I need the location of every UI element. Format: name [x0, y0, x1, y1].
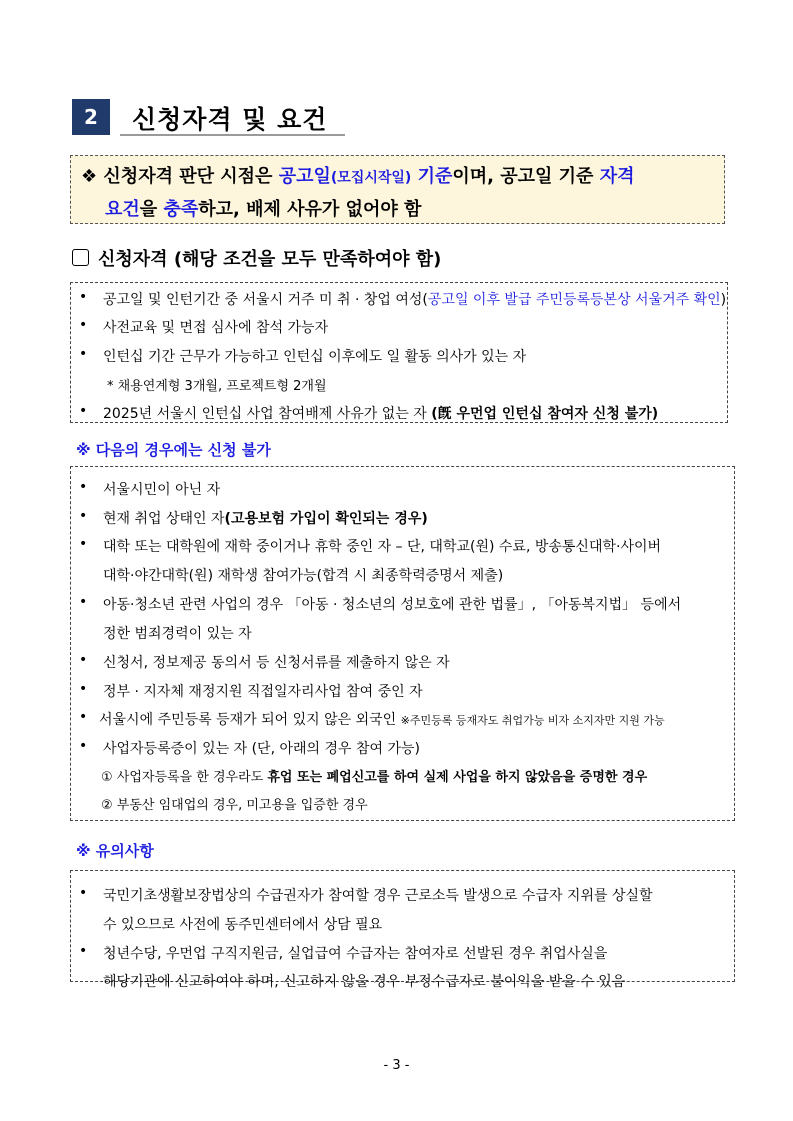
list-item: 정부 · 지자체 재정지원 직접일자리사업 참여 중인 자 [103, 684, 423, 700]
list-item: 신청서, 정보제공 동의서 등 신청서류를 제출하지 않은 자 [103, 655, 450, 671]
eligibility-title: 신청자격 (해당 조건을 모두 만족하여야 함) [98, 249, 442, 270]
page-number: - 3 - [383, 1058, 410, 1073]
list-item-continued: 해당기관에 신고하여야 하며, 신고하지 않을 경우 부정수급자로 불이익을 받을 수 있음 [103, 974, 626, 990]
list-item: 현재 취업 상태인 자(고용보험 가입이 확인되는 경우) [103, 511, 428, 527]
notice-line-1: ❖ 신청자격 판단 시점은 공고일(모집시작일) 기준이며, 공고일 기준 자격 [81, 166, 635, 187]
exclusion-box: • 서울시민이 아닌 자 • 현재 취업 상태인 자(고용보험 가입이 확인되는 경우) • 대학 또는 대학원에 재학 중이거나 휴학 중인 자 – 단, 대학교(원) 수료, 방송통신대학·사이버 대학·야간대학(원) 재학생 참여가능(합격 시 최종학력증명서 제출) • 아동·청소년 관련 사업의 경우 「아동 · 청소년의 성보호에 관한 법률」, 「아동복지법」 등에서 정한 범죄경력이 있는 자 • 신청서, 정보제공 동의서 등 신청서류를 제출하지 않은 자 • 정부 · 지자체 재정지원 직접일자리사업 참여 중인 자 • 서울시에 주민등록 등재가 되어 있지 않은 외국인 ※주민등록 등재자도 취업가능 비자 소지자만 지원 가능 • 사업자등록증이 있는 자 (단, 아래의 경우 참여 가능) ① 사업자등록을 한 경우라도 휴업 또는 폐업신고를 하여 실제 사업을 하지 않았음을 증명한 경우 ② 부동산 임대업의 경우, 미고용을 입증한 경우 [70, 466, 735, 821]
list-note: * 채용연계형 3개월, 프로젝트형 2개월 [107, 379, 327, 394]
list-item: 국민기초생활보장법상의 수급권자가 참여할 경우 근로소득 발생으로 수급자 지위를 상실할 [103, 888, 653, 904]
list-item: 사업자등록증이 있는 자 (단, 아래의 경우 참여 가능) [103, 741, 421, 757]
exclusion-title: ※ 다음의 경우에는 신청 불가 [76, 441, 271, 459]
checkbox-icon [72, 249, 89, 266]
sub-item: ① 사업자등록을 한 경우라도 휴업 또는 폐업신고를 하여 실제 사업을 하지 않았음을 증명한 경우 [101, 770, 648, 785]
list-item: 인턴십 기간 근무가 가능하고 인턴십 이후에도 일 활동 의사가 있는 자 [103, 349, 527, 365]
list-item: 공고일 및 인턴기간 중 서울시 거주 미 취 · 창업 여성(공고일 이후 발급 주민등록등본상 서울거주 확인) [103, 292, 727, 308]
section-number: 2 [72, 99, 110, 135]
list-item: 서울시에 주민등록 등재가 되어 있지 않은 외국인 ※주민등록 등재자도 취업가능 비자 소지자만 지원 가능 [99, 712, 665, 728]
cautions-title: ※ 유의사항 [76, 842, 154, 860]
list-item: 사전교육 및 면접 심사에 참석 가능자 [103, 320, 329, 336]
cautions-box: • 국민기초생활보장법상의 수급권자가 참여할 경우 근로소득 발생으로 수급자 지위를 상실할 수 있으므로 사전에 동주민센터에서 상담 필요 • 청년수당, 우먼업 구직지원금, 실업급여 수급자는 참여자로 선발된 경우 취업사실을 해당기관에 신고하여야 하며, 신고하지 않을 경우 부정수급자로 불이익을 받을 수 있음 [70, 870, 735, 982]
list-item: 서울시민이 아닌 자 [103, 482, 221, 498]
list-item-continued: 대학·야간대학(원) 재학생 참여가능(합격 시 최종학력증명서 제출) [103, 568, 504, 584]
section-title: 신청자격 및 요건 [132, 105, 328, 134]
list-item: 2025년 서울시 인턴십 사업 참여배제 사유가 없는 자 (旣 우먼업 인턴십 참여자 신청 불가) [103, 406, 659, 422]
notice-line-2: 요건을 충족하고, 배제 사유가 없어야 함 [105, 199, 422, 220]
section-underline [120, 134, 345, 136]
list-item-continued: 수 있으므로 사전에 동주민센터에서 상담 필요 [103, 917, 383, 933]
list-item-continued: 정한 범죄경력이 있는 자 [103, 626, 252, 642]
list-item: 아동·청소년 관련 사업의 경우 「아동 · 청소년의 성보호에 관한 법률」, 「아동복지법」 등에서 [103, 597, 682, 613]
sub-item: ② 부동산 임대업의 경우, 미고용을 입증한 경우 [101, 798, 368, 813]
list-item: 청년수당, 우먼업 구직지원금, 실업급여 수급자는 참여자로 선발된 경우 취업사실을 [103, 946, 608, 962]
diamond-icon: ❖ [81, 166, 98, 187]
list-item: 대학 또는 대학원에 재학 중이거나 휴학 중인 자 – 단, 대학교(원) 수료, 방송통신대학·사이버 [103, 539, 662, 555]
eligibility-box: • 공고일 및 인턴기간 중 서울시 거주 미 취 · 창업 여성(공고일 이후 발급 주민등록등본상 서울거주 확인) • 사전교육 및 면접 심사에 참석 가능자 • 인턴십 기간 근무가 가능하고 인턴십 이후에도 일 활동 의사가 있는 자 * 채용연계형 3개월, 프로젝트형 2개월 • 2025년 서울시 인턴십 사업 참여배제 사유가 없는 자 (旣 우먼업 인턴십 참여자 신청 불가) [70, 282, 728, 423]
notice-box [70, 155, 725, 224]
